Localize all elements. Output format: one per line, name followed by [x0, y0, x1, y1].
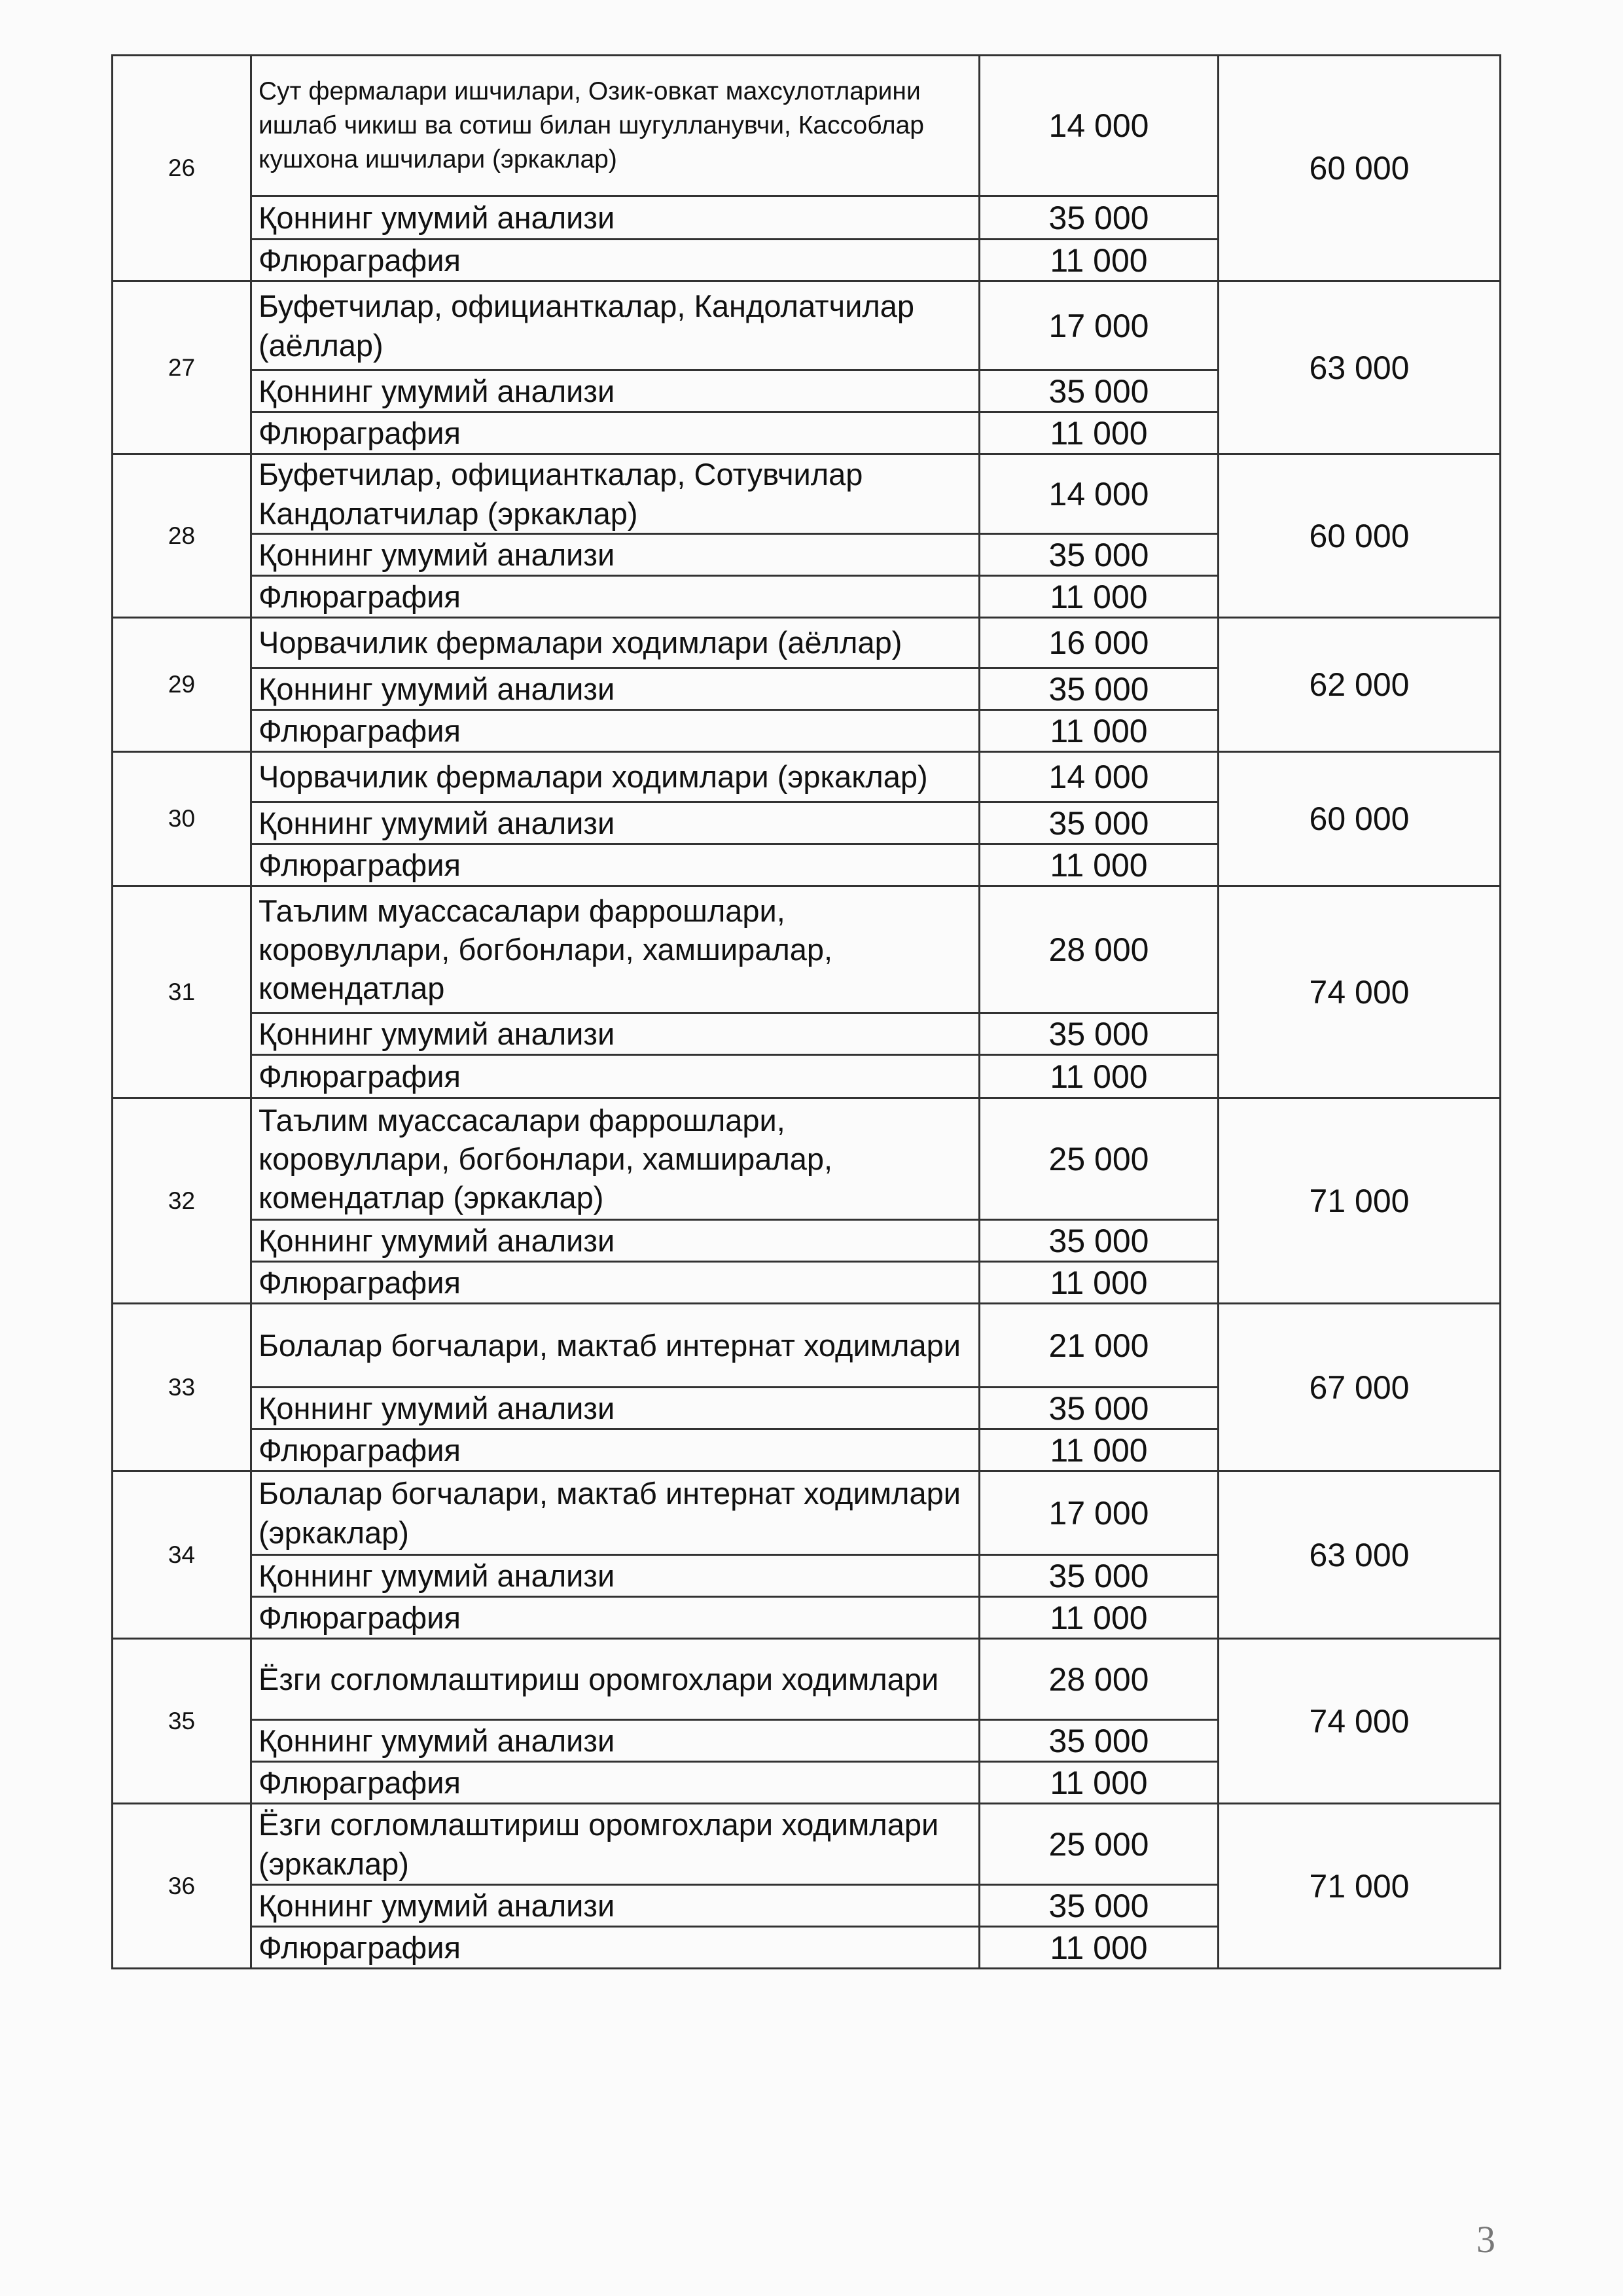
table-body — [113, 56, 1501, 1969]
service-name: Флюраграфия — [251, 844, 980, 886]
service-price: 35 000 — [980, 1555, 1219, 1597]
group-total: 71 000 — [1219, 1804, 1501, 1969]
service-name: Ёзги согломлаштириш оромгохлари ходимлари — [251, 1639, 980, 1720]
service-price: 35 000 — [980, 1388, 1219, 1429]
service-price: 35 000 — [980, 668, 1219, 710]
row-number: 34 — [113, 1471, 251, 1639]
service-name: Қоннинг умумий анализи — [251, 1220, 980, 1262]
service-price: 35 000 — [980, 802, 1219, 844]
service-price: 14 000 — [980, 56, 1219, 196]
service-name: Қоннинг умумий анализи — [251, 1013, 980, 1055]
row-number: 28 — [113, 454, 251, 618]
row-number: 32 — [113, 1098, 251, 1304]
service-name: Чорвачилик фермалари ходимлари (аёллар) — [251, 618, 980, 668]
service-price: 11 000 — [980, 710, 1219, 752]
service-price: 16 000 — [980, 618, 1219, 668]
service-price: 11 000 — [980, 576, 1219, 618]
service-name: Флюраграфия — [251, 576, 980, 618]
service-name: Флюраграфия — [251, 1597, 980, 1639]
group-total: 63 000 — [1219, 281, 1501, 454]
group-total: 71 000 — [1219, 1098, 1501, 1304]
service-price: 14 000 — [980, 752, 1219, 802]
row-number: 27 — [113, 281, 251, 454]
service-price: 11 000 — [980, 844, 1219, 886]
service-price: 35 000 — [980, 1720, 1219, 1762]
service-price: 25 000 — [980, 1098, 1219, 1220]
group-total: 60 000 — [1219, 752, 1501, 886]
service-price: 11 000 — [980, 240, 1219, 281]
service-name: Флюраграфия — [251, 1262, 980, 1304]
service-name: Флюраграфия — [251, 1927, 980, 1969]
row-number: 36 — [113, 1804, 251, 1969]
service-price: 11 000 — [980, 1055, 1219, 1098]
service-name: Болалар богчалари, мактаб интернат ходимлари — [251, 1304, 980, 1388]
services-price-table — [111, 54, 1501, 1969]
service-name: Қоннинг умумий анализи — [251, 196, 980, 240]
service-price: 35 000 — [980, 1013, 1219, 1055]
service-name: Флюраграфия — [251, 710, 980, 752]
group-total: 60 000 — [1219, 454, 1501, 618]
service-name: Сут фермалари ишчилари, Озик-овкат махсулотларини ишлаб чикиш ва сотиш билан шугулланувчи, Кассоблар кушхона ишчилари (эркаклар) — [251, 56, 980, 196]
service-name: Чорвачилик фермалари ходимлари (эркаклар) — [251, 752, 980, 802]
table-row — [113, 1098, 1501, 1220]
service-name: Қоннинг умумий анализи — [251, 1388, 980, 1429]
service-price: 14 000 — [980, 454, 1219, 534]
service-name: Қоннинг умумий анализи — [251, 1885, 980, 1927]
group-total: 62 000 — [1219, 618, 1501, 752]
service-price: 17 000 — [980, 281, 1219, 370]
service-name: Қоннинг умумий анализи — [251, 370, 980, 412]
service-name: Флюраграфия — [251, 240, 980, 281]
service-price: 11 000 — [980, 1597, 1219, 1639]
row-number: 33 — [113, 1304, 251, 1471]
service-price: 11 000 — [980, 1262, 1219, 1304]
service-name: Қоннинг умумий анализи — [251, 1555, 980, 1597]
table-row — [113, 886, 1501, 1013]
row-number: 35 — [113, 1639, 251, 1804]
group-total: 74 000 — [1219, 886, 1501, 1098]
service-price: 35 000 — [980, 534, 1219, 576]
service-name: Болалар богчалари, мактаб интернат ходимлари (эркаклар) — [251, 1471, 980, 1555]
service-price: 25 000 — [980, 1804, 1219, 1885]
service-price: 35 000 — [980, 370, 1219, 412]
service-name: Буфетчилар, официанткалар, Кандолатчилар (аёллар) — [251, 281, 980, 370]
table-row — [113, 1804, 1501, 1885]
service-name: Флюраграфия — [251, 412, 980, 454]
group-total: 63 000 — [1219, 1471, 1501, 1639]
group-total: 74 000 — [1219, 1639, 1501, 1804]
group-total: 60 000 — [1219, 56, 1501, 281]
table-row — [113, 752, 1501, 802]
service-name: Қоннинг умумий анализи — [251, 1720, 980, 1762]
service-price: 28 000 — [980, 1639, 1219, 1720]
table-row — [113, 1304, 1501, 1388]
group-total: 67 000 — [1219, 1304, 1501, 1471]
table-row — [113, 1471, 1501, 1555]
table-row — [113, 56, 1501, 196]
service-name: Флюраграфия — [251, 1055, 980, 1098]
service-price: 17 000 — [980, 1471, 1219, 1555]
service-price: 35 000 — [980, 1885, 1219, 1927]
service-price: 21 000 — [980, 1304, 1219, 1388]
table-row — [113, 281, 1501, 370]
row-number: 29 — [113, 618, 251, 752]
service-name: Флюраграфия — [251, 1429, 980, 1471]
service-price: 35 000 — [980, 196, 1219, 240]
service-price: 28 000 — [980, 886, 1219, 1013]
service-name: Буфетчилар, официанткалар, Сотувчилар Кандолатчилар (эркаклар) — [251, 454, 980, 534]
service-price: 35 000 — [980, 1220, 1219, 1262]
page-number: 3 — [1476, 2218, 1495, 2261]
row-number: 31 — [113, 886, 251, 1098]
table-row — [113, 618, 1501, 668]
service-price: 11 000 — [980, 1927, 1219, 1969]
service-name: Флюраграфия — [251, 1762, 980, 1804]
table-row — [113, 454, 1501, 534]
service-price: 11 000 — [980, 1429, 1219, 1471]
service-name: Таълим муассасалари фаррошлари, коровуллари, богбонлари, хамширалар, комендатлар (эркаклар) — [251, 1098, 980, 1220]
service-name: Қоннинг умумий анализи — [251, 802, 980, 844]
table-row — [113, 1639, 1501, 1720]
service-name: Қоннинг умумий анализи — [251, 534, 980, 576]
service-price: 11 000 — [980, 412, 1219, 454]
row-number: 30 — [113, 752, 251, 886]
service-name: Қоннинг умумий анализи — [251, 668, 980, 710]
row-number: 26 — [113, 56, 251, 281]
service-price: 11 000 — [980, 1762, 1219, 1804]
service-name: Таълим муассасалари фаррошлари, коровуллари, богбонлари, хамширалар, комендатлар — [251, 886, 980, 1013]
service-name: Ёзги согломлаштириш оромгохлари ходимлари (эркаклар) — [251, 1804, 980, 1885]
